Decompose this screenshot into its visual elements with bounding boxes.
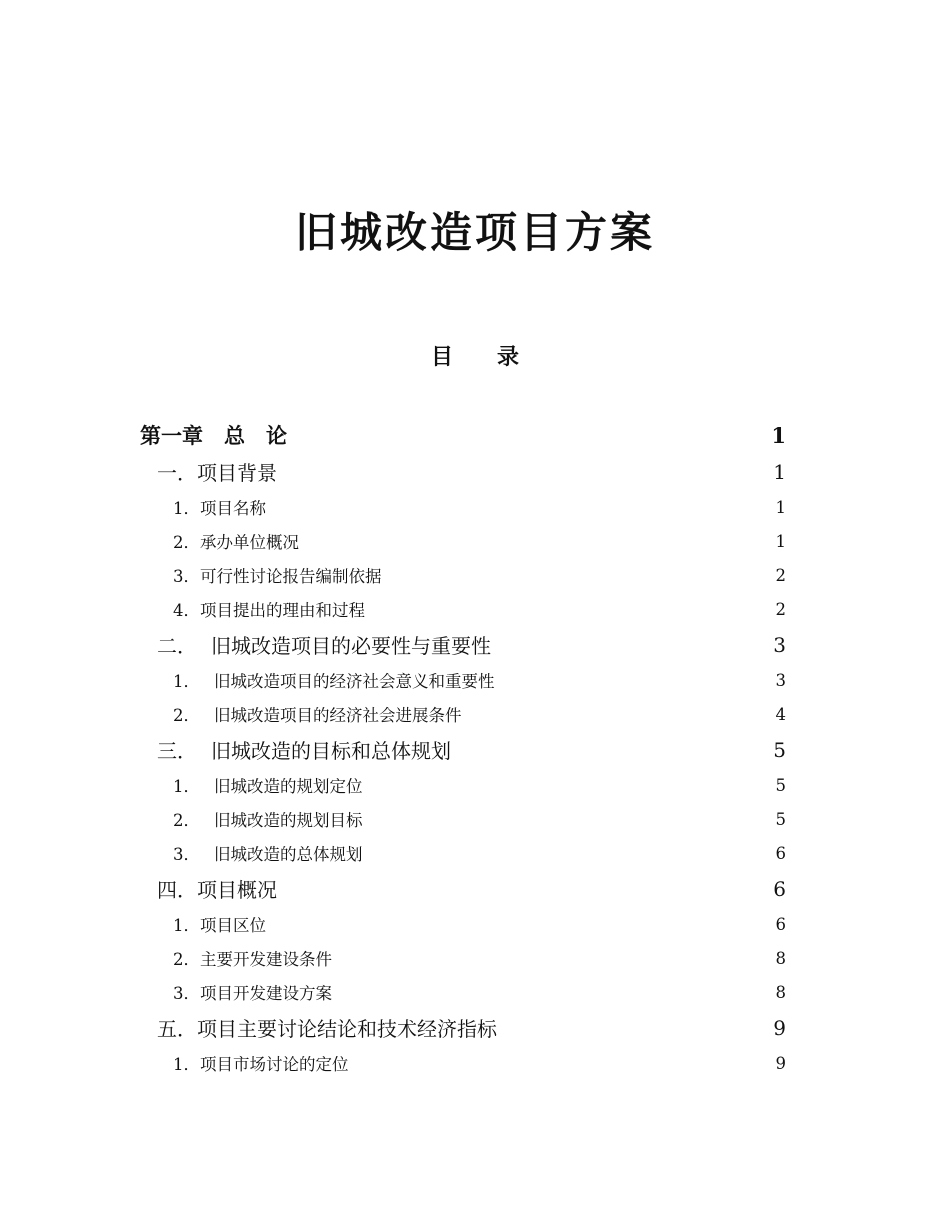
toc-entry-item[interactable] bbox=[140, 697, 786, 731]
toc-entry-page-number: 1 bbox=[773, 459, 786, 484]
toc-entry-title: 旧城改造项目的经济社会意义和重要性 bbox=[214, 672, 495, 691]
toc-heading: 目 录 bbox=[430, 345, 519, 370]
toc-entry-title: 主要开发建设条件 bbox=[200, 950, 332, 969]
toc-entry-section[interactable] bbox=[140, 731, 786, 768]
toc-entry-page-number: 8 bbox=[775, 982, 786, 1002]
toc-entry-page-number: 9 bbox=[775, 1053, 786, 1073]
toc-entry-number: 2． bbox=[173, 533, 200, 552]
toc-entry-number: 1． bbox=[173, 916, 200, 935]
toc-entry-title: 项目概况 bbox=[197, 878, 277, 902]
toc-entry-number: 1． bbox=[173, 672, 200, 691]
toc-entry-section[interactable] bbox=[140, 1009, 786, 1046]
table-of-contents bbox=[140, 417, 786, 1080]
toc-entry-number: 一． bbox=[157, 461, 197, 485]
toc-entry-page-number: 1 bbox=[775, 497, 786, 517]
toc-entry-title: 旧城改造项目的经济社会进展条件 bbox=[214, 706, 462, 725]
toc-entry-page-number: 3 bbox=[773, 632, 786, 657]
toc-entry-item[interactable] bbox=[140, 524, 786, 558]
toc-entry-number: 2． bbox=[173, 811, 200, 830]
toc-entry-item[interactable] bbox=[140, 663, 786, 697]
toc-entry-item[interactable] bbox=[140, 907, 786, 941]
toc-entry-title: 项目提出的理由和过程 bbox=[200, 601, 365, 620]
toc-entry-item[interactable] bbox=[140, 941, 786, 975]
toc-entry-section[interactable] bbox=[140, 453, 786, 490]
toc-entry-title: 承办单位概况 bbox=[200, 533, 299, 552]
toc-entry-page-number: 4 bbox=[775, 704, 786, 724]
toc-entry-page-number: 8 bbox=[775, 948, 786, 968]
toc-entry-number: 2． bbox=[173, 950, 200, 969]
toc-entry-item[interactable] bbox=[140, 768, 786, 802]
toc-entry-chapter[interactable] bbox=[140, 417, 786, 453]
toc-entry-page-number: 2 bbox=[775, 599, 786, 619]
toc-entry-number: 四． bbox=[157, 878, 197, 902]
toc-entry-section[interactable] bbox=[140, 870, 786, 907]
toc-entry-item[interactable] bbox=[140, 1046, 786, 1080]
toc-entry-item[interactable] bbox=[140, 558, 786, 592]
toc-entry-page-number: 1 bbox=[775, 531, 786, 551]
toc-entry-item[interactable] bbox=[140, 802, 786, 836]
toc-entry-page-number: 9 bbox=[773, 1015, 786, 1040]
toc-entry-item[interactable] bbox=[140, 490, 786, 524]
toc-entry-title: 项目主要讨论结论和技术经济指标 bbox=[197, 1017, 497, 1041]
document-title: 旧城改造项目方案 bbox=[294, 208, 655, 257]
toc-entry-title: 旧城改造的规划目标 bbox=[214, 811, 363, 830]
toc-entry-number: 3． bbox=[173, 984, 200, 1003]
toc-entry-number: 1． bbox=[173, 1055, 200, 1074]
toc-entry-title: 旧城改造项目的必要性与重要性 bbox=[211, 634, 491, 658]
toc-entry-number: 2． bbox=[173, 706, 200, 725]
toc-entry-page-number: 5 bbox=[775, 809, 786, 829]
toc-entry-page-number: 6 bbox=[773, 876, 786, 901]
toc-entry-title: 旧城改造的目标和总体规划 bbox=[211, 739, 451, 763]
toc-entry-title: 项目区位 bbox=[200, 916, 266, 935]
toc-entry-number: 五． bbox=[157, 1017, 197, 1041]
toc-entry-page-number: 6 bbox=[775, 843, 786, 863]
toc-entry-item[interactable] bbox=[140, 592, 786, 626]
toc-entry-title: 旧城改造的规划定位 bbox=[214, 777, 363, 796]
toc-entry-number: 三． bbox=[157, 739, 197, 763]
toc-entry-item[interactable] bbox=[140, 836, 786, 870]
toc-entry-page-number: 5 bbox=[773, 737, 786, 762]
toc-entry-number: 3． bbox=[173, 567, 200, 586]
toc-entry-title: 可行性讨论报告编制依据 bbox=[200, 567, 382, 586]
toc-entry-number: 第一章 总 论 bbox=[140, 423, 287, 448]
toc-entry-item[interactable] bbox=[140, 975, 786, 1009]
toc-entry-section[interactable] bbox=[140, 626, 786, 663]
toc-entry-title: 项目开发建设方案 bbox=[200, 984, 332, 1003]
toc-entry-title: 项目市场讨论的定位 bbox=[200, 1055, 349, 1074]
toc-entry-page-number: 5 bbox=[775, 775, 786, 795]
toc-entry-title: 项目名称 bbox=[200, 499, 266, 518]
toc-entry-page-number: 1 bbox=[771, 422, 786, 448]
toc-entry-page-number: 2 bbox=[775, 565, 786, 585]
toc-entry-number: 3． bbox=[173, 845, 200, 864]
toc-entry-number: 1． bbox=[173, 777, 200, 796]
toc-entry-title: 项目背景 bbox=[197, 461, 277, 485]
toc-entry-number: 4． bbox=[173, 601, 200, 620]
toc-entry-number: 二． bbox=[157, 634, 197, 658]
toc-entry-title: 旧城改造的总体规划 bbox=[214, 845, 363, 864]
toc-entry-number: 1． bbox=[173, 499, 200, 518]
toc-entry-page-number: 6 bbox=[775, 914, 786, 934]
toc-entry-page-number: 3 bbox=[775, 670, 786, 690]
